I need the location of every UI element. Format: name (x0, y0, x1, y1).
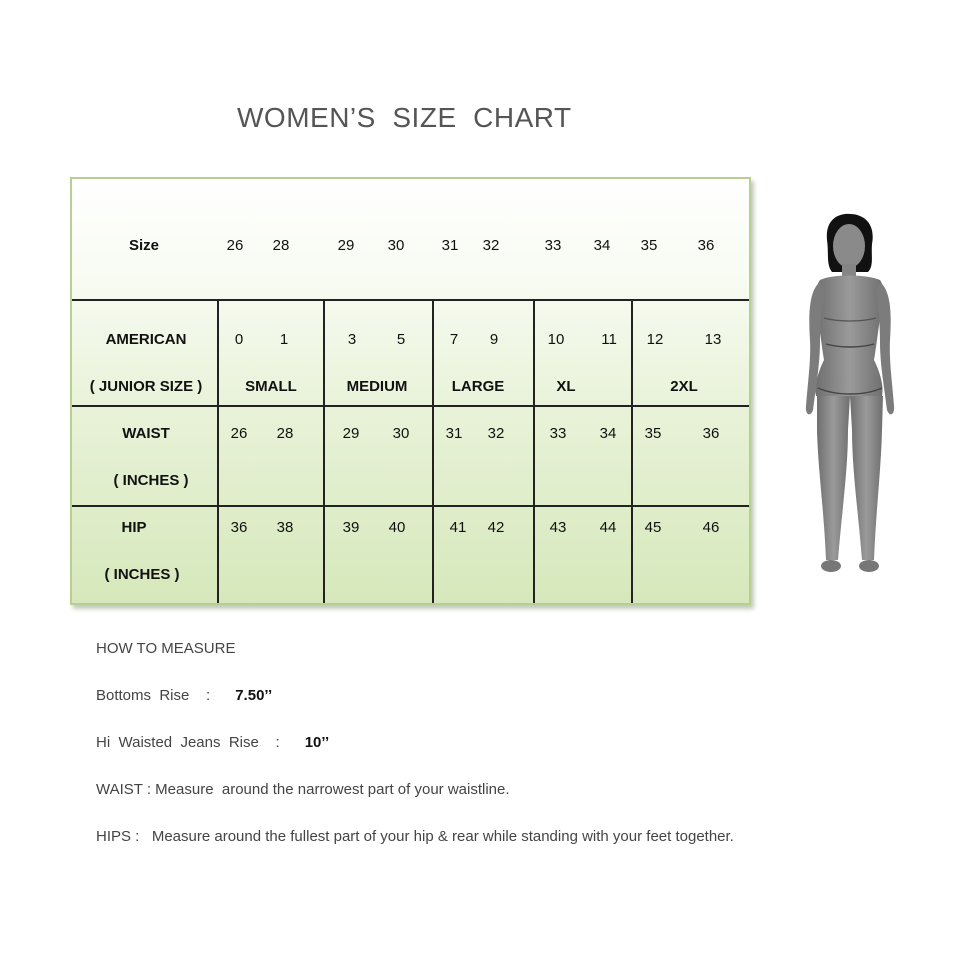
waist-row-label: WAIST (122, 425, 170, 442)
row-divider (72, 299, 749, 301)
hip-value: 40 (388, 519, 406, 536)
waist-value: 26 (230, 425, 248, 442)
size-group-large: LARGE (451, 378, 505, 395)
hi-waisted-rise-label: Hi Waisted Jeans Rise : (96, 734, 280, 751)
american-row-sublabel: ( JUNIOR SIZE ) (89, 378, 203, 395)
size-group-small: SMALL (245, 378, 297, 395)
size-group-2xl: 2XL (670, 378, 698, 395)
hips-measure-note: HIPS : Measure around the fullest part of your hip & rear while standing with your feet together. (96, 828, 734, 845)
hip-value: 42 (487, 519, 505, 536)
size-value: 34 (593, 237, 611, 254)
waist-value: 31 (445, 425, 463, 442)
hip-value: 45 (644, 519, 662, 536)
row-divider (72, 405, 749, 407)
waist-value: 30 (392, 425, 410, 442)
bottoms-rise-row (96, 687, 272, 704)
american-size-value: 13 (704, 331, 722, 348)
waist-measure-note: WAIST : Measure around the narrowest part of your waistline. (96, 781, 510, 798)
bottoms-rise-value: 7.50’’ (235, 687, 273, 704)
size-group-xl: XL (556, 378, 576, 395)
bottoms-rise-label: Bottoms Rise : (96, 687, 211, 704)
waist-value: 35 (644, 425, 662, 442)
american-size-value: 10 (547, 331, 565, 348)
hip-value: 41 (449, 519, 467, 536)
how-to-measure-heading: HOW TO MEASURE (96, 640, 236, 657)
american-size-value: 7 (449, 331, 459, 348)
hip-value: 36 (230, 519, 248, 536)
hip-value: 39 (342, 519, 360, 536)
size-value: 35 (640, 237, 658, 254)
size-value: 32 (482, 237, 500, 254)
woman-silhouette-icon (790, 210, 910, 580)
american-size-value: 0 (234, 331, 244, 348)
size-row-label: Size (128, 237, 160, 254)
hip-value: 38 (276, 519, 294, 536)
american-row-label: AMERICAN (105, 331, 187, 348)
american-size-value: 11 (601, 331, 617, 348)
waist-value: 29 (342, 425, 360, 442)
american-size-value: 12 (646, 331, 664, 348)
column-divider (217, 300, 219, 603)
waist-value: 32 (487, 425, 505, 442)
size-value: 31 (441, 237, 459, 254)
size-value: 26 (226, 237, 244, 254)
waist-value: 33 (549, 425, 567, 442)
hi-waisted-rise-row (96, 734, 329, 751)
american-size-value: 1 (279, 331, 289, 348)
size-value: 28 (272, 237, 290, 254)
page-title: WOMEN’S SIZE CHART (237, 102, 572, 133)
column-divider (323, 300, 325, 603)
column-divider (533, 300, 535, 603)
waist-row-sublabel: ( INCHES ) (113, 472, 189, 489)
size-group-medium: MEDIUM (346, 378, 408, 395)
waist-value: 34 (599, 425, 617, 442)
row-divider (72, 505, 749, 507)
waist-value: 36 (702, 425, 720, 442)
waist-value: 28 (276, 425, 294, 442)
hi-waisted-rise-value: 10’’ (304, 734, 330, 751)
size-value: 33 (544, 237, 562, 254)
american-size-value: 3 (347, 331, 357, 348)
column-divider (432, 300, 434, 603)
american-size-value: 9 (489, 331, 499, 348)
column-divider (631, 300, 633, 603)
hip-value: 46 (702, 519, 720, 536)
hip-row-label: HIP (121, 519, 147, 536)
size-value: 29 (337, 237, 355, 254)
size-chart-table (70, 177, 751, 605)
hip-value: 43 (549, 519, 567, 536)
hip-row-sublabel: ( INCHES ) (104, 566, 180, 583)
size-value: 36 (697, 237, 715, 254)
size-value: 30 (387, 237, 405, 254)
hip-value: 44 (599, 519, 617, 536)
american-size-value: 5 (396, 331, 406, 348)
